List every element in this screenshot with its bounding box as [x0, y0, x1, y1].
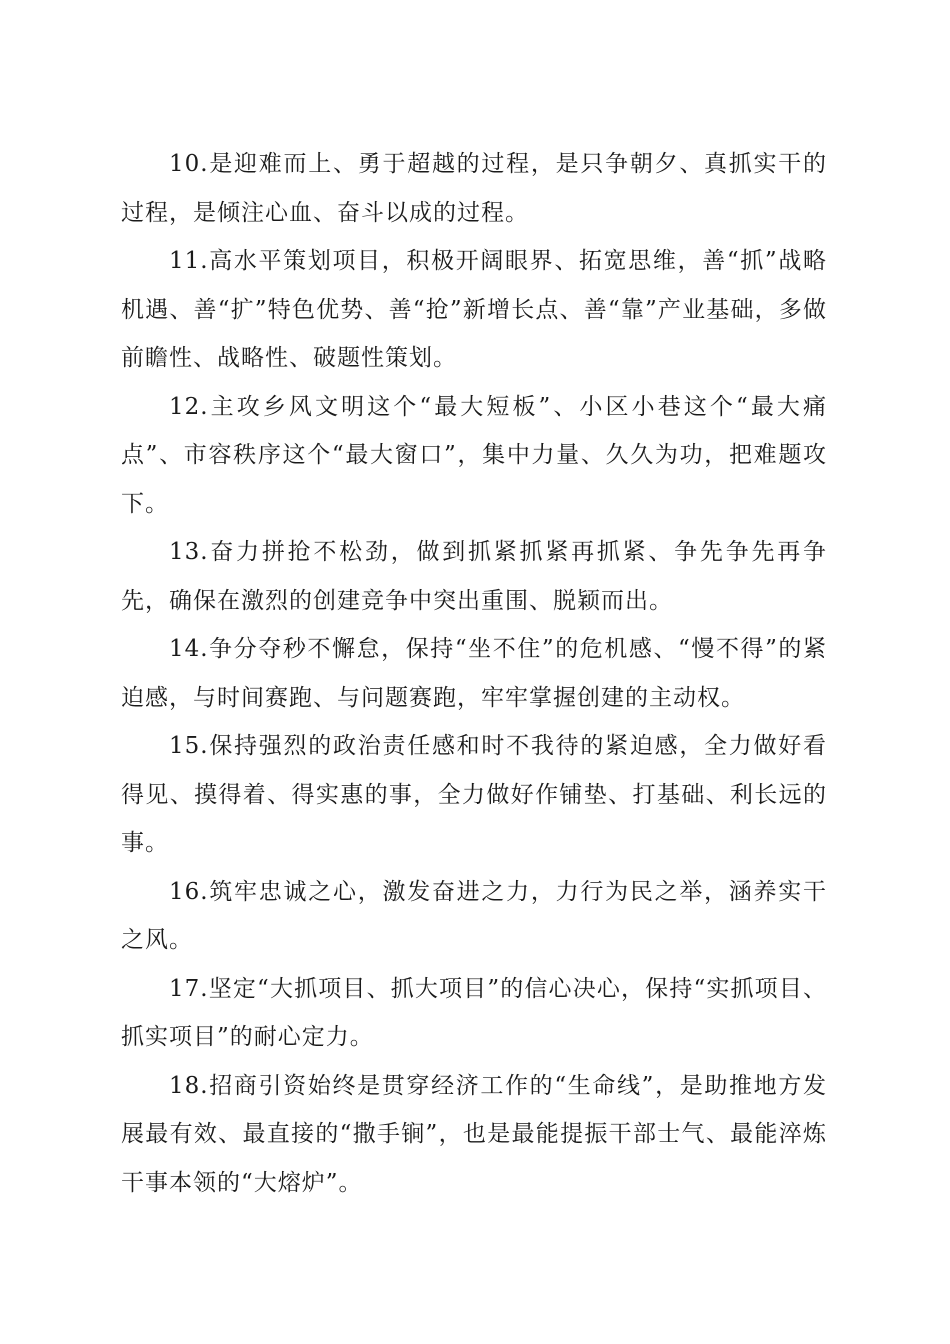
paragraph-17: 17.坚定“大抓项目、抓大项目”的信心决心，保持“实抓项目、抓实项目”的耐心定力。	[121, 975, 827, 1050]
paragraph-18: 18.招商引资始终是贯穿经济工作的“生命线”，是助推地方发展最有效、最直接的“撒手锏”，也是最能提振干部士气、最能淬炼干事本领的“大熔炉”。	[121, 1072, 827, 1196]
paragraph-12: 12.主攻乡风文明这个“最大短板”、小区小巷这个“最大痛点”、市容秩序这个“最大窗口”，集中力量、久久为功，把难题攻下。	[121, 393, 827, 517]
paragraph-11: 11.高水平策划项目，积极开阔眼界、拓宽思维，善“抓”战略机遇、善“扩”特色优势、善“抢”新增长点、善“靠”产业基础，多做前瞻性、战略性、破题性策划。	[121, 248, 827, 371]
paragraph-10: 10.是迎难而上、勇于超越的过程，是只争朝夕、真抓实干的过程，是倾注心血、奋斗以成的过程。	[121, 151, 827, 226]
paragraph-16: 16.筑牢忠诚之心，激发奋进之力，力行为民之举，涵养实干之风。	[121, 878, 827, 953]
paragraph-14: 14.争分夺秒不懈怠，保持“坐不住”的危机感、“慢不得”的紧迫感，与时间赛跑、与问题赛跑，牢牢掌握创建的主动权。	[121, 636, 827, 711]
paragraph-13: 13.奋力拼抢不松劲，做到抓紧抓紧再抓紧、争先争先再争先，确保在激烈的创建竞争中突出重围、脱颖而出。	[121, 539, 827, 614]
document-body	[121, 140, 827, 1207]
paragraph-15: 15.保持强烈的政治责任感和时不我待的紧迫感，全力做好看得见、摸得着、得实惠的事，全力做好作铺垫、打基础、利长远的事。	[121, 733, 827, 856]
